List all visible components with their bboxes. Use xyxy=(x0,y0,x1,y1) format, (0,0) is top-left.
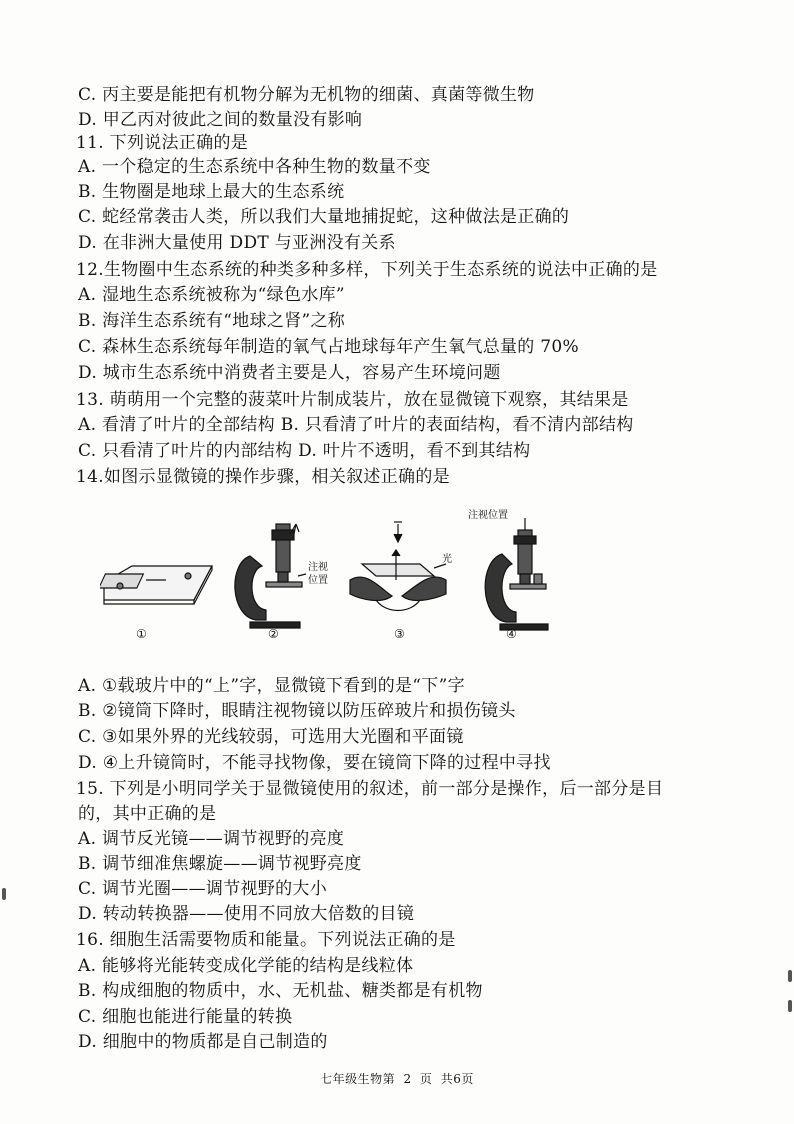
microscope-steps-illustration xyxy=(100,504,550,654)
question-13: 13. 萌萌用一个完整的菠菜叶片制成装片，放在显微镜下观察，其结果是 xyxy=(76,390,629,410)
option-15b: B. 调节细准焦螺旋——调节视野亮度 xyxy=(78,854,362,874)
option-14b: B. ②镜筒下降时，眼睛注视物镜以防压碎玻片和损伤镜头 xyxy=(78,701,516,721)
question-11: 11. 下列说法正确的是 xyxy=(76,133,249,153)
option-12c: C. 森林生态系统每年制造的氧气占地球每年产生氧气总量的 70% xyxy=(78,337,579,357)
microscope-steps-figure xyxy=(100,504,550,654)
question-14: 14.如图示显微镜的操作步骤，相关叙述正确的是 xyxy=(76,467,450,487)
footer-page-number: 2 xyxy=(403,1072,412,1086)
page-footer xyxy=(0,1070,794,1087)
option-16b: B. 构成细胞的物质中，水、无机盐、糖类都是有机物 xyxy=(78,981,483,1001)
scan-margin-mark xyxy=(788,1000,792,1012)
question-12: 12.生物圈中生态系统的种类多种多样，下列关于生态系统的说法中正确的是 xyxy=(76,260,658,280)
step2-microscope-drawing xyxy=(235,524,306,628)
step3-light-label: 光 xyxy=(442,554,452,565)
option-12d: D. 城市生态系统中消费者主要是人，容易产生环境问题 xyxy=(78,363,501,383)
option-11b: B. 生物圈是地球上最大的生态系统 xyxy=(78,182,345,202)
option-15c: C. 调节光圈——调节视野的大小 xyxy=(78,879,328,899)
option-16c: C. 细胞也能进行能量的转换 xyxy=(78,1007,293,1027)
scan-margin-mark xyxy=(788,970,792,982)
question-15-cont: 的，其中正确的是 xyxy=(78,804,217,824)
option-11d: D. 在非洲大量使用 DDT 与亚洲没有关系 xyxy=(78,233,396,253)
footer-page-unit: 页 xyxy=(419,1072,433,1086)
option-16d: D. 细胞中的物质都是自己制造的 xyxy=(78,1032,328,1052)
step3-hands-drawing xyxy=(350,522,446,611)
step3-label: ③ xyxy=(394,627,405,641)
option-12b: B. 海洋生态系统有“地球之肾”之称 xyxy=(78,311,346,331)
footer-total-pages: 共6页 xyxy=(440,1072,474,1086)
question-15: 15. 下列是小明同学关于显微镜使用的叙述，前一部分是操作，后一部分是目 xyxy=(76,779,664,799)
step1-slide-drawing xyxy=(100,566,212,604)
footer-grade-subject: 七年级生物第 xyxy=(320,1072,396,1086)
step1-label: ① xyxy=(136,627,147,641)
question-16: 16. 细胞生活需要物质和能量。下列说法正确的是 xyxy=(76,930,456,950)
option-10d: D. 甲乙丙对彼此之间的数量没有影响 xyxy=(78,110,363,130)
option-12a: A. 湿地生态系统被称为“绿色水库” xyxy=(78,285,345,305)
step2-gaze-label-1: 注视 xyxy=(308,562,328,573)
option-14c: C. ③如果外界的光线较弱，可选用大光圈和平面镜 xyxy=(78,727,464,747)
option-15a: A. 调节反光镜——调节视野的亮度 xyxy=(78,829,345,849)
step2-label: ② xyxy=(268,627,279,641)
option-11a: A. 一个稳定的生态系统中各种生物的数量不变 xyxy=(78,157,431,177)
step4-microscope-drawing xyxy=(485,518,548,630)
step4-label: ④ xyxy=(506,627,517,641)
step4-gaze-label: 注视位置 xyxy=(468,510,508,521)
option-11c: C. 蛇经常袭击人类，所以我们大量地捕捉蛇，这种做法是正确的 xyxy=(78,207,570,227)
option-14d: D. ④上升镜筒时，不能寻找物像，要在镜筒下降的过程中寻找 xyxy=(78,753,551,773)
option-13ab: A. 看清了叶片的全部结构 B. 只看清了叶片的表面结构，看不清内部结构 xyxy=(78,415,634,435)
option-13cd: C. 只看清了叶片的内部结构 D. 叶片不透明，看不到其结构 xyxy=(78,441,531,461)
step2-gaze-label-2: 位置 xyxy=(308,575,328,586)
option-15d: D. 转动转换器——使用不同放大倍数的目镜 xyxy=(78,904,415,924)
option-14a: A. ①载玻片中的“上”字，显微镜下看到的是“下”字 xyxy=(78,676,465,696)
option-16a: A. 能够将光能转变成化学能的结构是线粒体 xyxy=(78,956,414,976)
option-10c: C. 丙主要是能把有机物分解为无机物的细菌、真菌等微生物 xyxy=(78,85,535,105)
scan-margin-mark xyxy=(2,888,6,900)
